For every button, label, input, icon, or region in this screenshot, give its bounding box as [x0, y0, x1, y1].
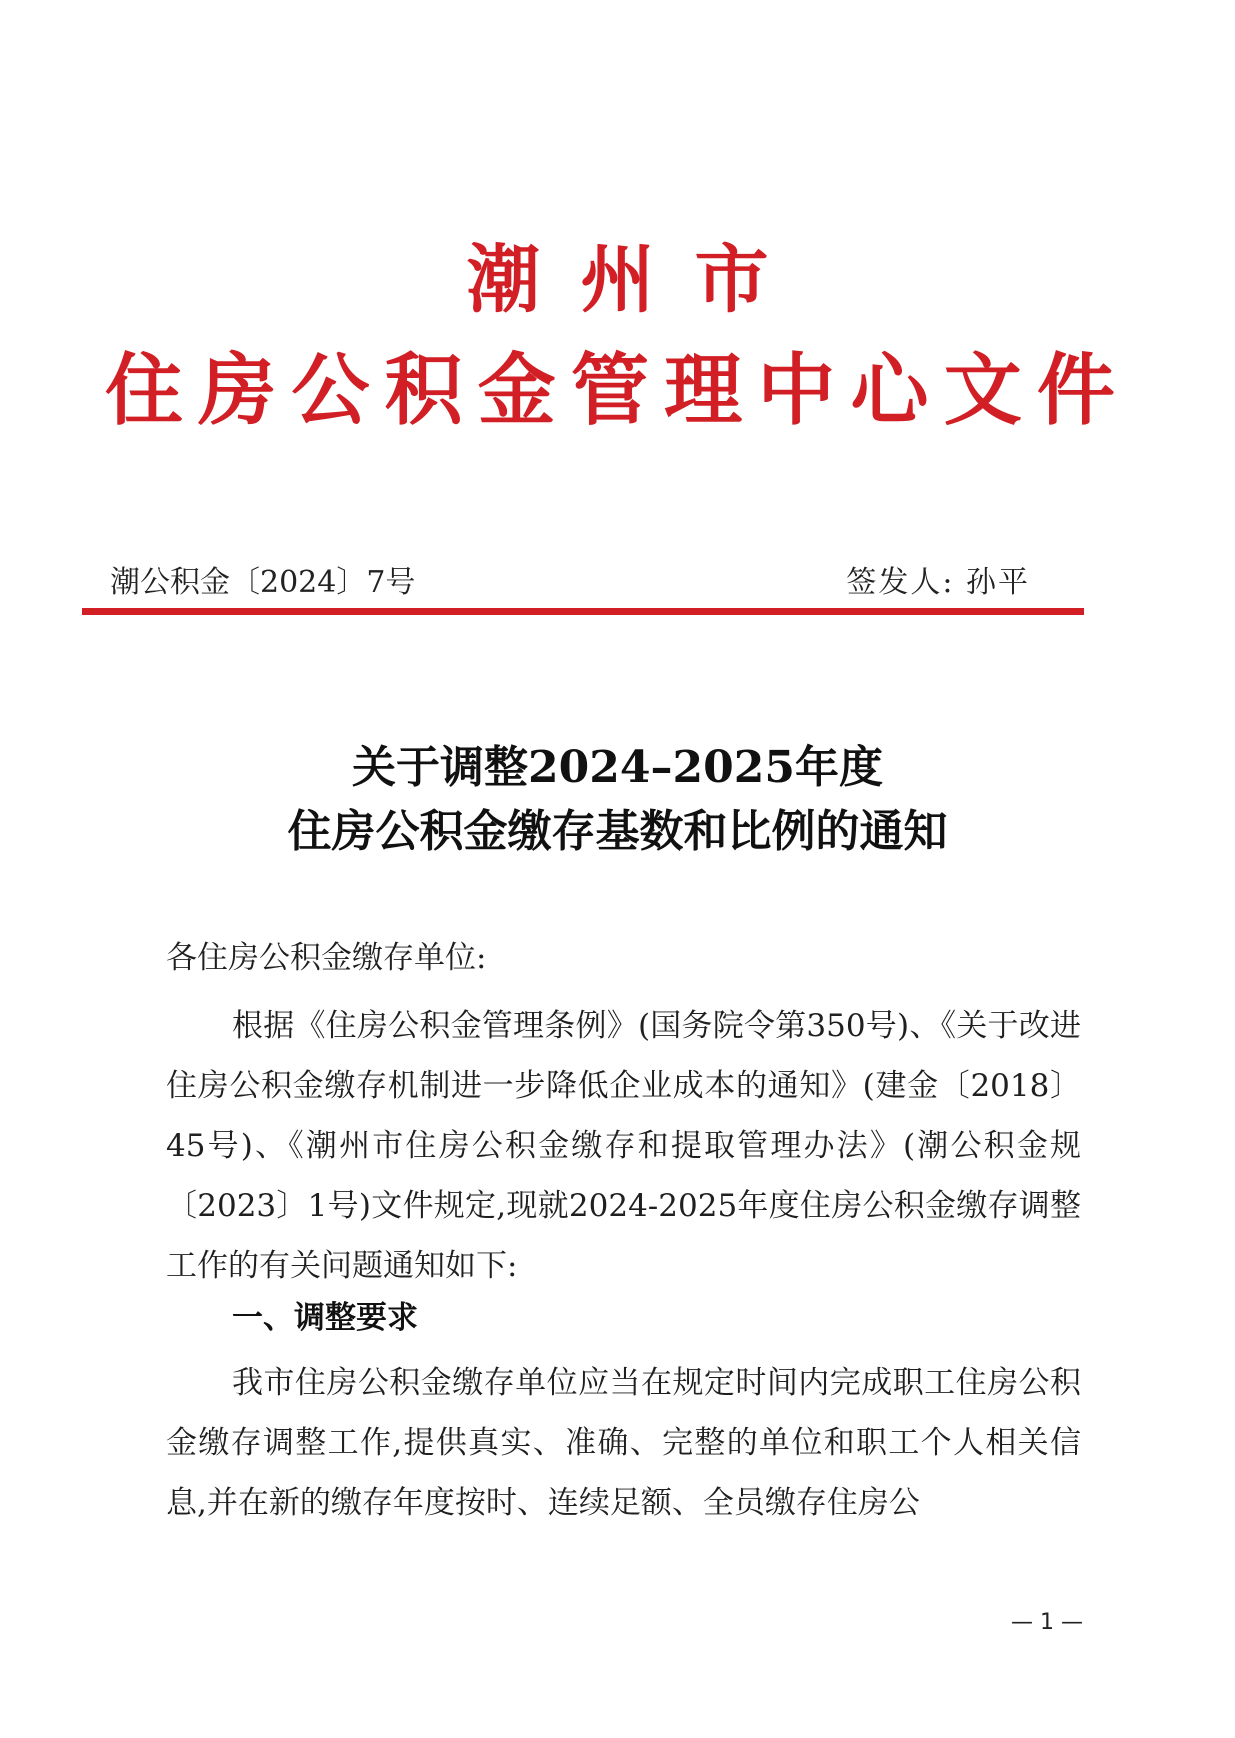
page-number: — 1 —	[1011, 1610, 1083, 1635]
section-heading: 一、调整要求	[232, 1300, 418, 1336]
issuer-char: 房	[198, 345, 277, 436]
issuer-char: 公	[291, 345, 370, 436]
notice-title-line1: 关于调整2024–2025年度	[352, 742, 883, 793]
issuer-char: 理	[664, 345, 743, 436]
issuer-char: 文	[943, 345, 1022, 436]
issuer-char: 住	[105, 345, 184, 436]
notice-title-line2: 住房公积金缴存基数和比例的通知	[287, 806, 948, 857]
issuer-char: 管	[570, 345, 649, 436]
red-divider	[82, 608, 1084, 615]
paragraph-basis: 根据《住房公积金管理条例》(国务院令第350号)、《关于改进住房公积金缴存机制进一步降低企业成本的通知》(建金〔2018〕45号)、《潮州市住房公积金缴存和提取管理办法》(潮公积金规〔2023〕1号)文件规定,现就2024-2025年度住房公积金缴存调整工作的有关问题通知如下:	[166, 1008, 1081, 1284]
issuer-char: 中	[757, 345, 836, 436]
document-number: 潮公积金〔2024〕7号	[110, 565, 416, 600]
issuer-char: 金	[477, 345, 556, 436]
paragraph-requirements: 我市住房公积金缴存单位应当在规定时间内完成职工住房公积金缴存调整工作,提供真实、准确、完整的单位和职工个人相关信息,并在新的缴存年度按时、连续足额、全员缴存住房公	[166, 1365, 1081, 1521]
signer: 签发人: 孙平	[846, 565, 1030, 600]
issuer-char: 件	[1036, 345, 1115, 436]
issuer-char: 积	[384, 345, 463, 436]
issuer-city: 潮州市	[466, 237, 809, 323]
issuer-name	[105, 343, 1115, 439]
addressee: 各住房公积金缴存单位:	[166, 940, 487, 976]
issuer-char: 心	[850, 345, 929, 436]
